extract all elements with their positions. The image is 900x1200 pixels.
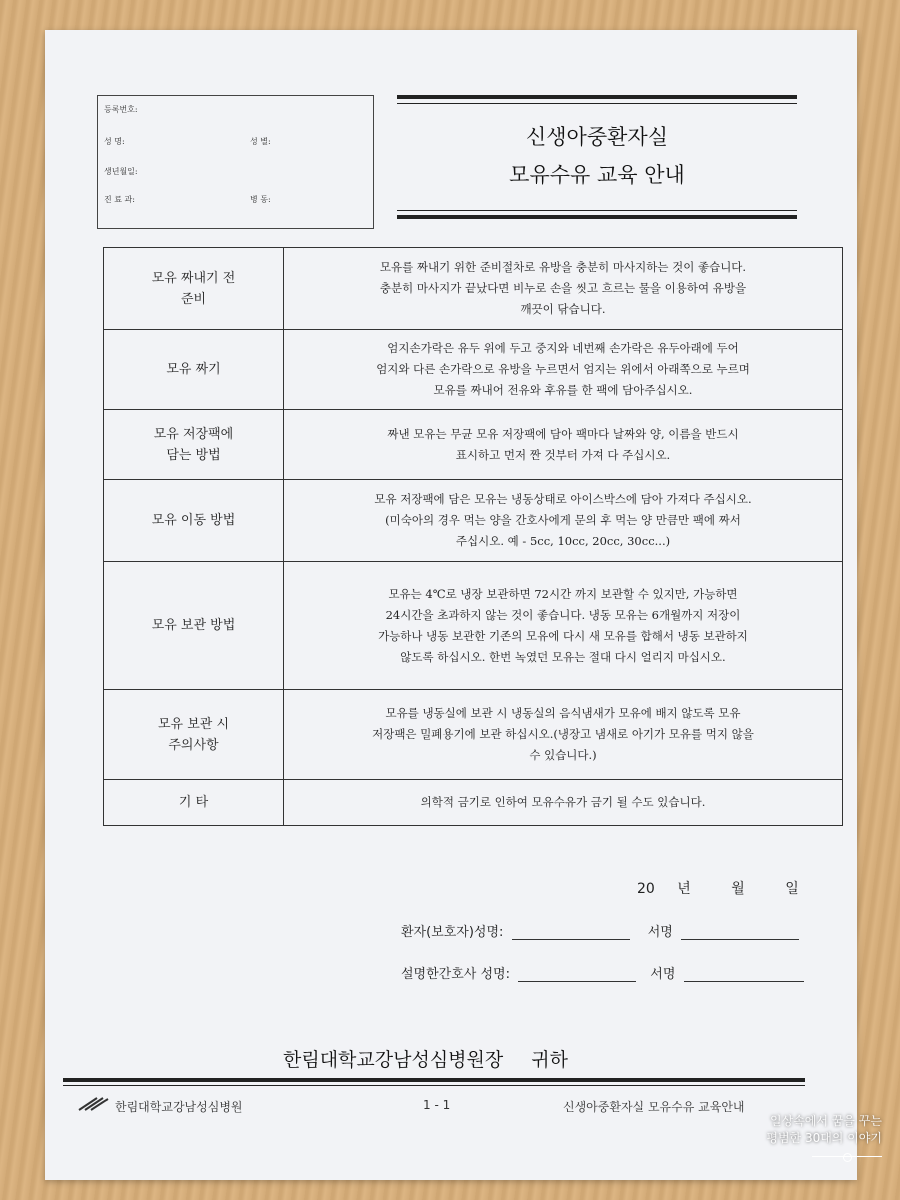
row-label-line: 모유 이동 방법 xyxy=(151,513,236,528)
registration-no-label: 등록번호: xyxy=(104,105,138,114)
row-content xyxy=(284,480,843,562)
row-label-line: 모유 보관 시 xyxy=(157,716,230,732)
table-row xyxy=(104,562,843,690)
patient-sign-row xyxy=(401,921,799,940)
table-row xyxy=(104,410,843,480)
patient-name-label: 환자(보호자)성명: xyxy=(401,925,504,940)
patient-signature-label: 서명 xyxy=(647,925,673,940)
row-content-line: 모유 저장팩에 담은 모유는 냉동상태로 아이스박스에 담아 가져다 주십시오. xyxy=(374,492,752,506)
patient-info-box xyxy=(97,95,374,229)
table-row xyxy=(104,480,843,562)
hospital-logo-icon xyxy=(77,1096,109,1112)
row-content-line: 의학적 금기로 인하여 모유수유가 금기 될 수도 있습니다. xyxy=(420,795,706,809)
row-content-line: (미숙아의 경우 먹는 양을 간호사에게 문의 후 먹는 양 만큼만 팩에 짜서 xyxy=(385,513,741,527)
row-label-line: 담는 방법 xyxy=(166,447,221,463)
watermark-dot-icon xyxy=(843,1153,852,1162)
row-content xyxy=(284,410,843,480)
row-content-line: 엄지손가락은 유두 위에 두고 중지와 네번째 손가락은 유두아래에 두어 xyxy=(387,341,739,355)
sex-label: 성 별: xyxy=(250,137,271,146)
row-content-line: 깨끗이 닦습니다. xyxy=(520,302,606,316)
table-row xyxy=(104,248,843,330)
birth-label: 생년월일: xyxy=(104,167,138,176)
row-content-line: 모유를 짜내어 전유와 후유를 한 팩에 담아주십시오. xyxy=(433,383,693,397)
addressee-hospital: 한림대학교강남성심병원장 xyxy=(283,1049,504,1071)
department-label: 진 료 과: xyxy=(104,195,135,204)
date-day-unit: 일 xyxy=(785,881,799,897)
table-row xyxy=(104,780,843,826)
date-line xyxy=(637,878,799,898)
row-content xyxy=(284,780,843,826)
footer-hospital-name: 한림대학교강남성심병원 xyxy=(115,1100,243,1114)
row-label-line: 모유 짜기 xyxy=(166,362,221,377)
row-content xyxy=(284,330,843,410)
date-month-unit: 월 xyxy=(731,881,745,897)
title-rule-top xyxy=(397,95,797,99)
title-rule-bottom-thin xyxy=(397,210,797,211)
row-content-line: 엄지와 다른 손가락으로 유방을 누르면서 엄지는 위에서 아래쪽으로 누르며 xyxy=(376,362,750,376)
row-content-line: 표시하고 먼저 짠 것부터 가져 다 주십시오. xyxy=(455,447,671,462)
nurse-name-label: 설명한간호사 성명: xyxy=(401,967,510,982)
title-block xyxy=(397,85,807,225)
row-content-line: 저장팩은 밀폐용기에 보관 하십시오.(냉장고 냄새로 아기가 모유를 먹지 않을 xyxy=(372,727,754,741)
footer-rule-thick xyxy=(63,1078,805,1082)
row-label xyxy=(104,480,284,562)
document-page xyxy=(45,30,857,1180)
nurse-signature-label: 서명 xyxy=(650,967,676,982)
table-row xyxy=(104,330,843,410)
watermark-line-2: 평범한 30대의 이야기 xyxy=(766,1131,882,1145)
row-label-line: 주의사항 xyxy=(168,737,219,753)
title-rule-bottom xyxy=(397,215,797,219)
row-label xyxy=(104,690,284,780)
footer-rule-thin xyxy=(63,1085,805,1086)
patient-name-field[interactable] xyxy=(512,925,630,940)
table-row xyxy=(104,690,843,780)
patient-signature-field[interactable] xyxy=(681,925,799,940)
date-year-unit: 년 xyxy=(677,881,691,897)
row-content-line: 모유를 냉동실에 보관 시 냉동실의 음식냄새가 모유에 배지 않도록 모유 xyxy=(385,706,741,720)
row-content-line: 가능하나 냉동 보관한 기존의 모유에 다시 새 모유를 합해서 냉동 보관하지 xyxy=(378,628,748,643)
instruction-table xyxy=(103,247,843,826)
row-content xyxy=(284,562,843,690)
row-label xyxy=(104,330,284,410)
footer-document-title: 신생아중환자실 모유수유 교육안내 xyxy=(563,1100,745,1114)
date-year: 20 xyxy=(637,881,655,897)
footer-page-number: 1 - 1 xyxy=(423,1098,451,1112)
title-line-1: 신생아중환자실 xyxy=(525,125,668,149)
ward-label: 병 동: xyxy=(250,195,271,204)
row-content-line: 충분히 마사지가 끝났다면 비누로 손을 씻고 흐르는 물을 이용하여 유방을 xyxy=(379,281,747,295)
row-label xyxy=(104,410,284,480)
name-label: 성 명: xyxy=(104,137,125,146)
row-content-line: 모유는 4℃로 냉장 보관하면 72시간 까지 보관할 수 있지만, 가능하면 xyxy=(388,586,738,601)
nurse-sign-row xyxy=(401,963,804,982)
row-label-line: 모유 보관 방법 xyxy=(151,618,236,633)
row-label xyxy=(104,248,284,330)
nurse-name-field[interactable] xyxy=(518,967,636,982)
watermark-line-1: 일상속에서 꿈을 꾸는 xyxy=(770,1114,882,1128)
title-line-2: 모유수유 교육 안내 xyxy=(509,163,685,187)
row-label xyxy=(104,780,284,826)
row-content-line: 주십시오. 예 - 5cc, 10cc, 20cc, 30cc...) xyxy=(455,534,671,548)
row-label-line: 기 타 xyxy=(178,795,209,810)
addressee-honorific: 귀하 xyxy=(531,1049,569,1071)
blog-watermark xyxy=(766,1113,882,1147)
row-label-line: 모유 저장팩에 xyxy=(153,426,234,442)
row-content-line: 모유를 짜내기 위한 준비절차로 유방을 충분히 마사지하는 것이 좋습니다. xyxy=(379,260,747,274)
row-content xyxy=(284,248,843,330)
row-content xyxy=(284,690,843,780)
row-content-line: 수 있습니다.) xyxy=(529,748,597,762)
row-label xyxy=(104,562,284,690)
row-content-line: 24시간을 초과하지 않는 것이 좋습니다. 냉동 모유는 6개월까지 저장이 xyxy=(385,607,741,622)
nurse-signature-field[interactable] xyxy=(684,967,804,982)
row-label-line: 준비 xyxy=(180,291,207,307)
title-rule-top-thin xyxy=(397,103,797,104)
row-content-line: 짜낸 모유는 무균 모유 저장팩에 담아 팩마다 날짜와 양, 이름을 반드시 xyxy=(387,426,739,441)
row-label-line: 모유 짜내기 전 xyxy=(151,270,236,286)
addressee xyxy=(283,1045,568,1072)
row-content-line: 않도록 하십시오. 한번 녹였던 모유는 절대 다시 얼리지 마십시오. xyxy=(400,649,726,664)
